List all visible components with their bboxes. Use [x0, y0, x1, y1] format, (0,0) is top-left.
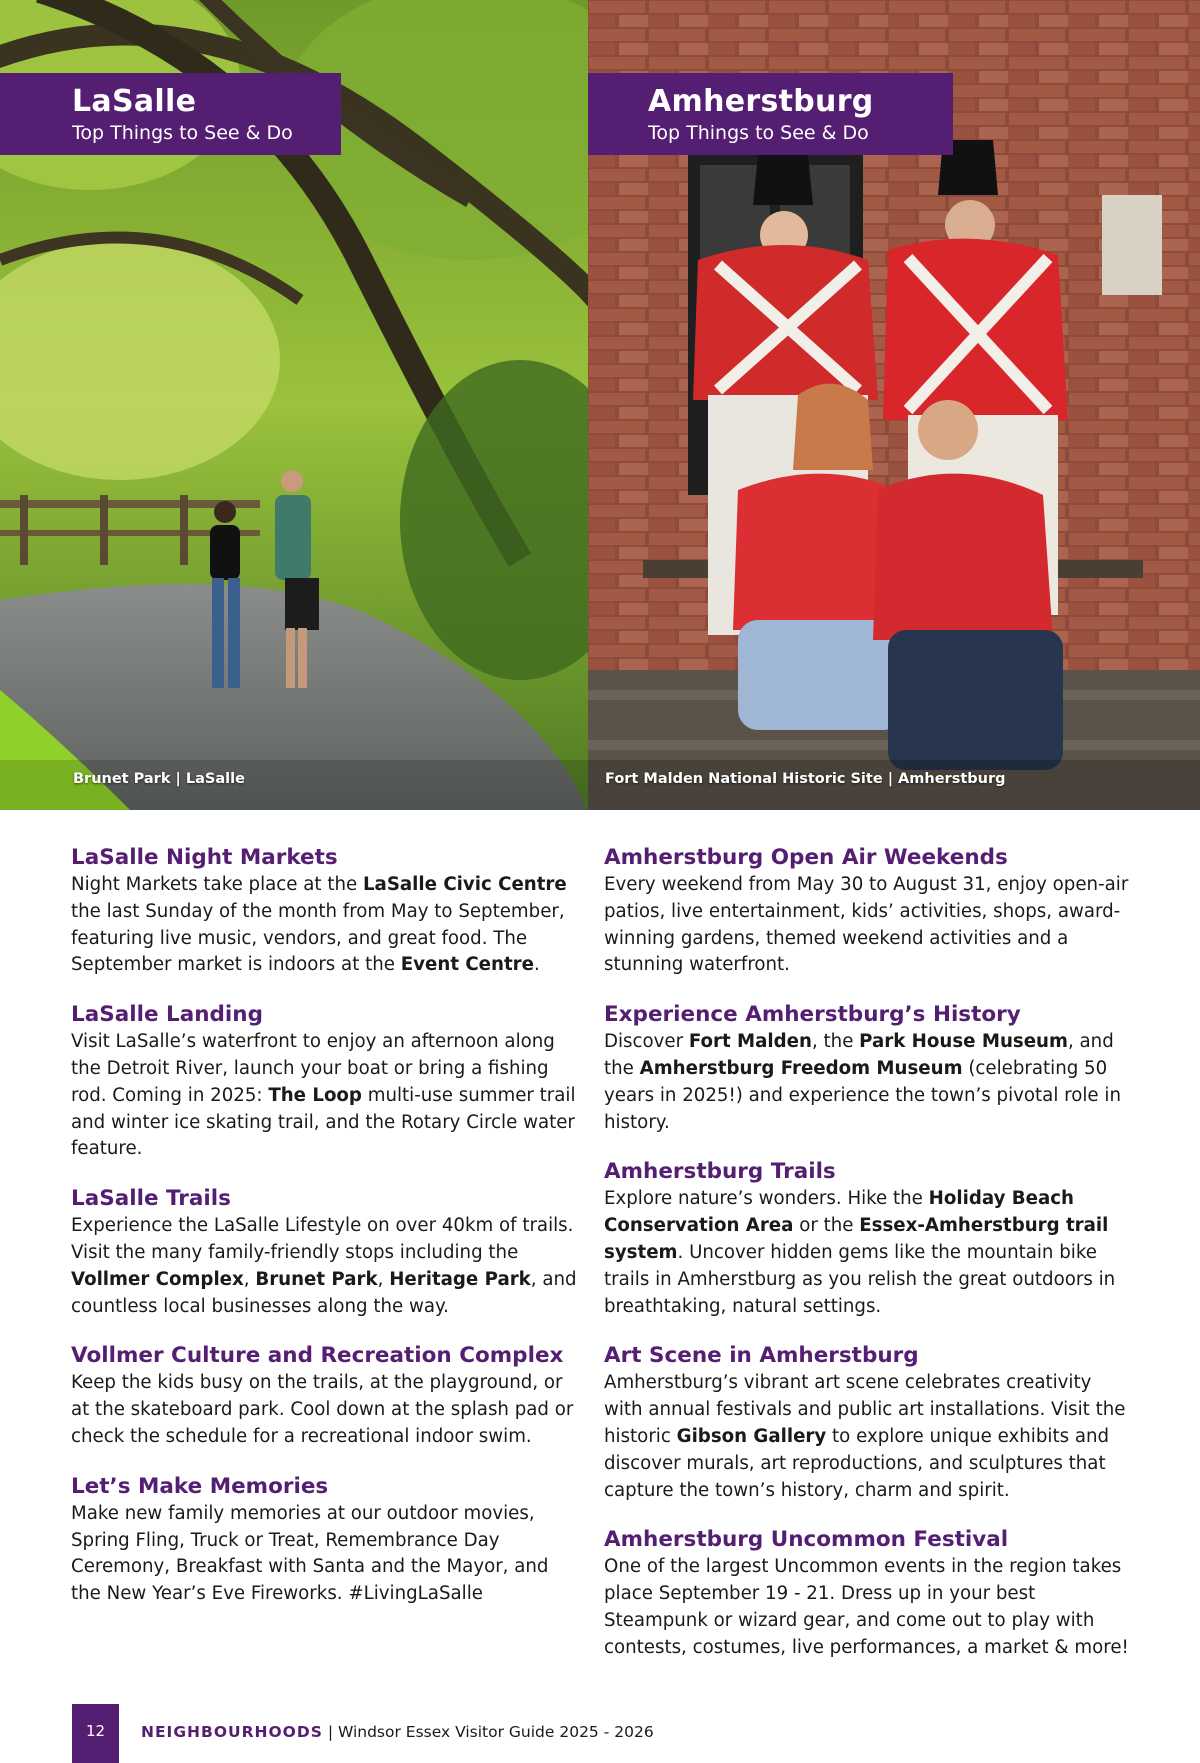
lasalle-section	[71, 844, 581, 979]
lasalle-section	[71, 1001, 581, 1163]
lasalle-section	[71, 1185, 581, 1320]
section-body: Make new family memories at our outdoor movies, Spring Fling, Truck or Treat, Remembrance Day Ceremony, Breakfast with Santa and the Mayor, and the New Year’s Eve Fireworks. #LivingLaSalle	[71, 1502, 549, 1605]
section-body: One of the largest Uncommon events in the region takes place September 19 - 21. Dress up in your best Steampunk or wizard gear, and come out to play with contests, costumes, live performances, a market & more!	[604, 1556, 1129, 1658]
bold-highlight: Event Centre	[400, 954, 534, 976]
section-body: Discover Fort Malden, the Park House Museum, and the Amherstburg Freedom Museum (celebrating 50 years in 2025!) and experience the town’s pivotal role in history.	[604, 1031, 1121, 1133]
section-body: Amherstburg’s vibrant art scene celebrates creativity with annual festivals and public art installations. Visit the historic Gibson Gallery to explore unique exhibits and discover murals, art reproductions, and sculptures that capture the town’s history, charm and spirit.	[604, 1372, 1126, 1501]
bold-highlight: Fort Malden	[688, 1031, 812, 1053]
section-heading: LaSalle Night Markets	[71, 845, 338, 870]
footer-guide-title: Windsor Essex Visitor Guide 2025 - 2026	[337, 1723, 654, 1741]
bold-highlight: Park House Museum	[859, 1031, 1068, 1053]
bold-highlight: Brunet Park	[255, 1268, 378, 1290]
section-heading: Amherstburg Uncommon Festival	[604, 1527, 1009, 1553]
lasalle-banner-subtitle: Top Things to See & Do	[72, 122, 293, 144]
section-body: Explore nature’s wonders. Hike the Holiday Beach Conservation Area or the Essex-Amherstburg trail system. Uncover hidden gems like the mountain bike trails in Amherstburg as you relish the great outdoors in breathtaking, natural settings.	[604, 1188, 1116, 1317]
amherstburg-section	[604, 844, 1134, 979]
section-heading: Amherstburg Open Air Weekends	[604, 845, 1008, 870]
amherstburg-banner-title: Amherstburg	[648, 84, 874, 119]
bold-highlight: The Loop	[268, 1084, 362, 1106]
section-body: Experience the LaSalle Lifestyle on over 40km of trails. Visit the many family-friendly stops including the Vollmer Complex, Brunet Park, Heritage Park, and countless local businesses along the way.	[71, 1215, 577, 1317]
section-heading: Art Scene in Amherstburg	[604, 1343, 919, 1369]
amherstburg-column	[604, 844, 1134, 1684]
page-footer	[72, 1704, 972, 1763]
bold-highlight: Heritage Park	[389, 1268, 531, 1290]
lasalle-column	[71, 844, 581, 1630]
footer-section-label: NEIGHBOURHOODS	[141, 1723, 323, 1741]
section-heading: Experience Amherstburg’s History	[604, 1002, 1021, 1028]
bold-highlight: Holiday Beach Conservation Area	[604, 1188, 1074, 1237]
bold-highlight: Vollmer Complex	[71, 1268, 244, 1290]
section-heading: Amherstburg Trails	[604, 1159, 836, 1185]
lasalle-photo-caption: Brunet Park | LaSalle	[73, 771, 245, 787]
section-body: Visit LaSalle’s waterfront to enjoy an afternoon along the Detroit River, launch your boat or bring a fishing rod. Coming in 2025: The Loop multi-use summer trail and winter ice skating trail, and the Rotary Circle water feature.	[71, 1031, 576, 1160]
amherstburg-banner-subtitle: Top Things to See & Do	[648, 122, 869, 144]
footer-separator: |	[322, 1723, 338, 1741]
amherstburg-section	[604, 1342, 1134, 1504]
bold-highlight: LaSalle Civic Centre	[362, 874, 567, 895]
amherstburg-photo-caption: Fort Malden National Historic Site | Amherstburg	[605, 771, 1006, 787]
section-body: Every weekend from May 30 to August 31, enjoy open-air patios, live entertainment, kids’ activities, shops, award-winning gardens, themed weekend activities and a stunning waterfront.	[604, 874, 1129, 976]
amherstburg-section	[604, 1526, 1134, 1661]
bold-highlight: Essex-Amherstburg trail system	[604, 1215, 1109, 1263]
section-body: Night Markets take place at the LaSalle Civic Centre the last Sunday of the month from May to September, featuring live music, vendors, and great food. The September market is indoors at the Event Centre.	[71, 874, 567, 976]
amherstburg-banner	[588, 73, 953, 155]
footer-text	[141, 1723, 654, 1741]
section-heading: LaSalle Trails	[71, 1186, 231, 1212]
section-heading: Vollmer Culture and Recreation Complex	[71, 1343, 564, 1369]
amherstburg-section	[604, 1001, 1134, 1136]
section-heading: Let’s Make Memories	[71, 1473, 329, 1499]
lasalle-section	[71, 1342, 581, 1450]
amherstburg-section	[604, 1158, 1134, 1320]
bold-highlight: Gibson Gallery	[676, 1425, 827, 1447]
section-heading: LaSalle Landing	[71, 1002, 263, 1028]
lasalle-banner-title: LaSalle	[72, 84, 197, 119]
lasalle-section	[71, 1473, 581, 1608]
page-number: 12	[72, 1704, 119, 1763]
section-body: Keep the kids busy on the trails, at the playground, or at the skateboard park. Cool down at the splash pad or check the schedule for a recreational indoor swim.	[71, 1372, 574, 1447]
bold-highlight: Amherstburg Freedom Museum	[639, 1057, 963, 1079]
lasalle-banner	[0, 73, 341, 155]
